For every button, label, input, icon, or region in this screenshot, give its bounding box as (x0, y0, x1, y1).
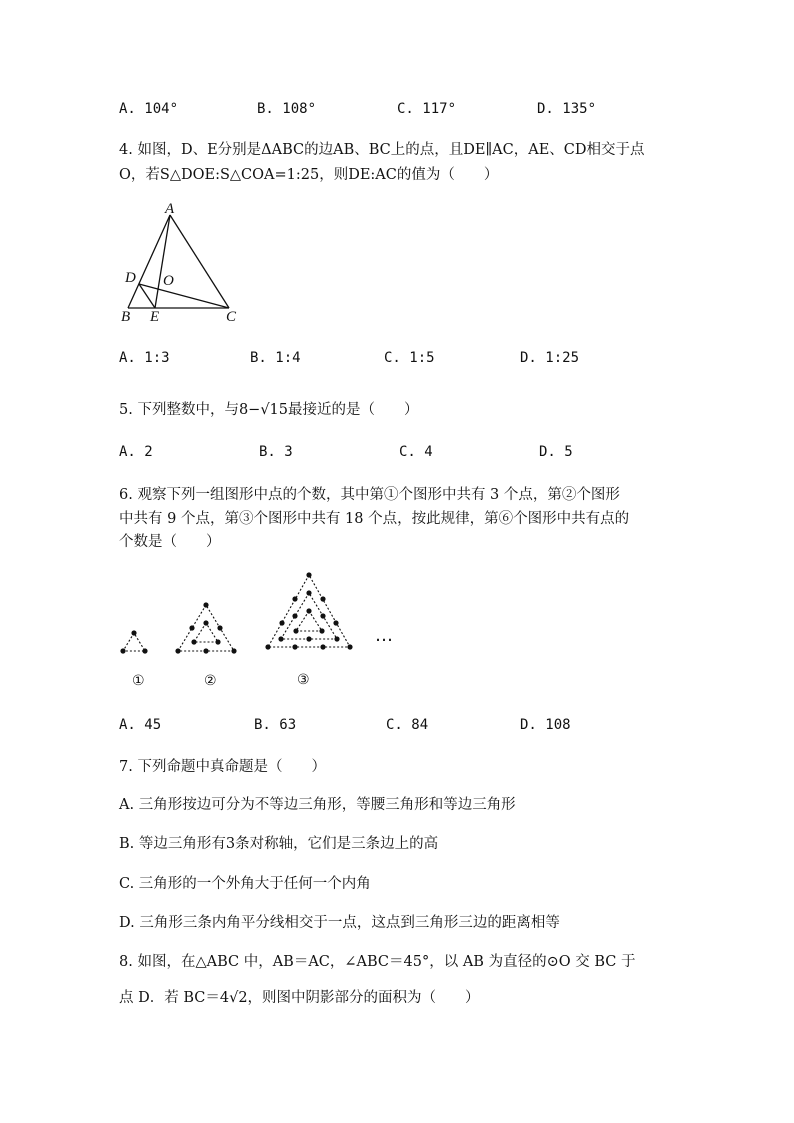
q6-line1: 6. 观察下列一组图形中点的个数，其中第①个图形中共有 3 个点，第②个图形 (119, 487, 620, 503)
q6-option-b: B. 63 (254, 717, 297, 733)
q6-fig-label-2: ② (204, 673, 217, 689)
q8-line1: 8. 如图，在△ABC 中，AB＝AC，∠ABC＝45°，以 AB 为直径的⊙O 交 BC 于 (119, 954, 636, 970)
q6-option-d: D. 108 (520, 717, 571, 733)
q6-line3: 个数是（ ） (119, 534, 221, 550)
label-d: D (125, 270, 136, 286)
segment-ae (155, 215, 170, 308)
q6-option-c: C. 84 (386, 717, 429, 733)
q7-text: 7. 下列命题中真命题是（ ） (119, 759, 326, 775)
q7-option-d: D. 三角形三条内角平分线相交于一点，这点到三角形三边的距离相等 (119, 915, 560, 931)
q6-fig-label-3: ③ (297, 672, 310, 688)
q3-option-b: B. 108° (257, 101, 317, 117)
q7-option-c: C. 三角形的一个外角大于任何一个内角 (119, 876, 371, 892)
label-c: C (226, 309, 237, 325)
side-ab (128, 215, 170, 308)
label-e: E (150, 309, 160, 325)
label-o: O (163, 273, 174, 289)
q5-option-d: D. 5 (539, 444, 573, 460)
q4-option-a: A. 1:3 (119, 350, 170, 366)
q3-option-c: C. 117° (397, 101, 457, 117)
label-b: B (121, 309, 131, 325)
q4-option-c: C. 1:5 (384, 350, 435, 366)
q4-option-b: B. 1:4 (250, 350, 301, 366)
q8-line2: 点 D．若 BC＝4√2，则图中阴影部分的面积为（ ） (119, 990, 480, 1006)
q6-dot-pattern-figure (115, 565, 415, 665)
q6-line2: 中共有 9 个点，第③个图形中共有 18 个点，按此规律，第⑥个图形中共有点的 (119, 511, 630, 527)
q3-option-a: A. 104° (119, 101, 179, 117)
q6-fig-label-1: ① (132, 673, 145, 689)
q5-text: 5. 下列整数中，与8−√15最接近的是（ ） (119, 402, 419, 418)
q7-option-a: A. 三角形按边可分为不等边三角形，等腰三角形和等边三角形 (119, 797, 516, 813)
q4-option-d: D. 1:25 (520, 350, 580, 366)
q5-option-c: C. 4 (399, 444, 433, 460)
q4-line2: O，若S△DOE:S△COA=1:25，则DE:AC的值为（ ） (119, 167, 499, 183)
q5-option-a: A. 2 (119, 444, 153, 460)
q6-option-a: A. 45 (119, 717, 162, 733)
q5-option-b: B. 3 (259, 444, 293, 460)
q4-line1: 4. 如图，D、E分别是ΔABC的边AB、BC上的点，且DE∥AC，AE、CD相交于点 (119, 142, 645, 158)
q6-ellipsis: … (375, 625, 395, 646)
label-a: A (165, 201, 175, 217)
q3-option-d: D. 135° (537, 101, 597, 117)
q7-option-b: B. 等边三角形有3条对称轴，它们是三条边上的高 (119, 836, 439, 852)
